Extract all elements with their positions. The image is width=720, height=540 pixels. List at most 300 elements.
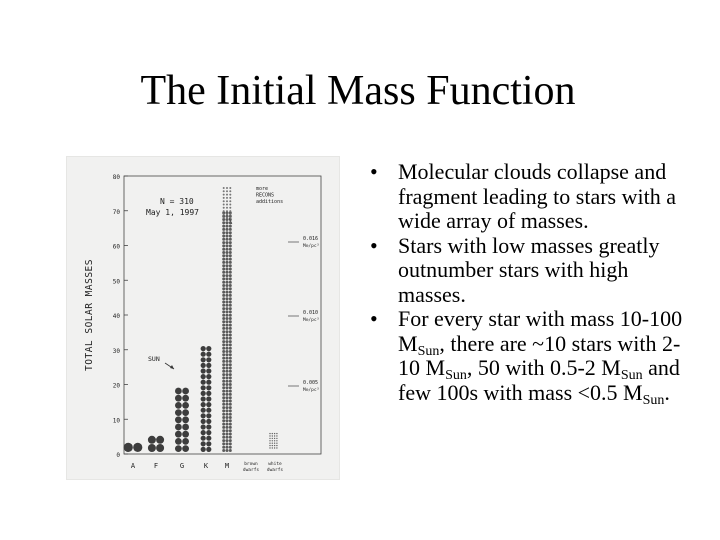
white-dwarf-dot — [274, 435, 275, 436]
star-dot-M — [226, 317, 229, 320]
star-dot-M — [222, 225, 225, 228]
star-dot-M — [226, 320, 229, 323]
star-dot-G — [175, 388, 182, 395]
star-dot-K — [206, 441, 211, 446]
date-label: May 1, 1997 — [146, 208, 199, 217]
star-dot-M — [222, 439, 225, 442]
star-dot-M — [226, 334, 229, 337]
star-dot-M — [229, 244, 232, 247]
star-dot-M — [226, 396, 229, 399]
white-dwarf-dot — [269, 435, 270, 436]
star-dot-G — [175, 438, 182, 445]
star-dot-M — [222, 396, 225, 399]
star-dot-M — [229, 367, 232, 370]
x-tick-label: G — [179, 462, 185, 470]
recons-dot — [226, 213, 228, 215]
star-dot-M — [226, 373, 229, 376]
star-dot-K — [206, 374, 211, 379]
star-dot-M — [229, 320, 232, 323]
recons-dot — [223, 194, 225, 196]
star-dot-F — [148, 436, 156, 444]
star-dot-M — [229, 347, 232, 350]
star-dot-M — [222, 409, 225, 412]
star-dot-A — [133, 443, 142, 452]
star-dot-M — [222, 442, 225, 445]
star-dot-M — [229, 254, 232, 257]
star-dot-M — [229, 416, 232, 419]
star-dot-M — [226, 446, 229, 449]
star-dot-M — [222, 350, 225, 353]
recons-dot — [229, 187, 231, 189]
recons-dot — [229, 210, 231, 212]
star-dot-M — [226, 360, 229, 363]
star-dot-M — [222, 446, 225, 449]
star-dot-G — [182, 395, 189, 402]
star-dot-M — [226, 400, 229, 403]
star-dot-M — [229, 396, 232, 399]
star-dot-M — [229, 446, 232, 449]
star-dot-M — [226, 409, 229, 412]
star-dot-G — [175, 395, 182, 402]
star-dot-M — [229, 419, 232, 422]
star-dot-M — [229, 373, 232, 376]
star-dot-K — [206, 447, 211, 452]
white-dwarf-dot — [272, 433, 273, 434]
star-dot-M — [229, 409, 232, 412]
star-dot-M — [229, 324, 232, 327]
recons-dot — [226, 187, 228, 189]
x-tick-label: M — [224, 462, 230, 470]
star-dot-M — [229, 426, 232, 429]
recons-dot — [226, 217, 228, 219]
recons-dot — [223, 190, 225, 192]
recons-dot — [229, 217, 231, 219]
star-dot-M — [229, 235, 232, 238]
star-dot-K — [201, 430, 206, 435]
star-dot-M — [229, 291, 232, 294]
star-dot-M — [226, 393, 229, 396]
star-dot-K — [201, 352, 206, 357]
star-dot-M — [226, 423, 229, 426]
star-dot-M — [229, 423, 232, 426]
star-dot-M — [222, 367, 225, 370]
star-dot-G — [182, 438, 189, 445]
star-dot-G — [182, 424, 189, 431]
star-dot-K — [206, 363, 211, 368]
more-label: RECONS — [256, 192, 275, 199]
star-dot-M — [226, 383, 229, 386]
star-dot-M — [229, 406, 232, 409]
bullet-list — [368, 159, 698, 408]
recons-dot — [223, 200, 225, 202]
white-dwarf-dot — [276, 443, 277, 444]
star-dot-M — [226, 433, 229, 436]
star-dot-M — [226, 307, 229, 310]
star-dot-M — [229, 231, 232, 234]
star-dot-M — [229, 393, 232, 396]
star-dot-M — [229, 310, 232, 313]
star-dot-M — [222, 277, 225, 280]
star-dot-M — [229, 284, 232, 287]
recons-dot — [229, 197, 231, 199]
star-dot-M — [222, 274, 225, 277]
star-dot-M — [229, 383, 232, 386]
star-dot-M — [226, 297, 229, 300]
white-dwarf-dot — [269, 433, 270, 434]
white-dwarf-dot — [272, 440, 273, 441]
star-dot-K — [201, 402, 206, 407]
star-dot-M — [229, 357, 232, 360]
star-dot-M — [222, 370, 225, 373]
star-dot-M — [226, 376, 229, 379]
star-dot-K — [201, 413, 206, 418]
recons-dot — [223, 210, 225, 212]
recons-dot — [226, 190, 228, 192]
star-dot-M — [226, 248, 229, 251]
star-dot-K — [201, 346, 206, 351]
star-dot-M — [226, 264, 229, 267]
side-label: 0.010 — [303, 310, 319, 316]
star-dot-M — [222, 436, 225, 439]
star-dot-G — [182, 409, 189, 416]
y-axis-label: TOTAL SOLAR MASSES — [84, 259, 95, 371]
star-dot-M — [229, 281, 232, 284]
star-dot-M — [222, 261, 225, 264]
star-dot-M — [226, 244, 229, 247]
x-tick-label: A — [130, 462, 136, 470]
star-dot-M — [226, 261, 229, 264]
star-dot-K — [206, 385, 211, 390]
white-dwarf-dot — [272, 443, 273, 444]
white-dwarf-dot — [269, 447, 270, 448]
y-tick-label: 20 — [112, 382, 120, 390]
white-dwarf-dot — [276, 433, 277, 434]
star-dot-M — [226, 221, 229, 224]
star-dot-M — [222, 433, 225, 436]
star-dot-M — [229, 271, 232, 274]
star-dot-M — [222, 264, 225, 267]
star-dot-M — [222, 241, 225, 244]
star-dot-M — [226, 442, 229, 445]
star-dot-M — [222, 393, 225, 396]
star-dot-K — [206, 391, 211, 396]
star-dot-M — [222, 386, 225, 389]
white-dwarf-dot — [269, 443, 270, 444]
star-dot-M — [229, 225, 232, 228]
star-dot-M — [222, 291, 225, 294]
y-tick-label: 0 — [116, 452, 120, 459]
star-dot-M — [229, 304, 232, 307]
star-dot-M — [222, 324, 225, 327]
recons-dot — [223, 207, 225, 209]
star-dot-M — [226, 258, 229, 261]
star-dot-M — [226, 419, 229, 422]
star-dot-M — [222, 244, 225, 247]
star-dot-G — [175, 431, 182, 438]
star-dot-M — [222, 353, 225, 356]
recons-dot — [226, 210, 228, 212]
recons-dot — [223, 213, 225, 215]
n-label: N = 310 — [160, 197, 194, 206]
star-dot-M — [222, 423, 225, 426]
bullet-item — [368, 160, 698, 234]
star-dot-M — [229, 370, 232, 373]
star-dot-F — [148, 444, 156, 452]
star-dot-M — [229, 429, 232, 432]
star-dot-K — [201, 357, 206, 362]
star-dot-M — [226, 231, 229, 234]
star-dot-M — [226, 291, 229, 294]
x-tick-label: K — [203, 462, 209, 470]
white-dwarf-dot — [269, 438, 270, 439]
star-dot-M — [226, 225, 229, 228]
star-dot-K — [206, 408, 211, 413]
star-dot-M — [226, 330, 229, 333]
star-dot-M — [222, 347, 225, 350]
imf-figure — [66, 156, 340, 480]
star-dot-M — [222, 251, 225, 254]
star-dot-M — [229, 228, 232, 231]
subscript: Sun — [445, 368, 467, 383]
bullet-text: , 50 with 0.5-2 M — [466, 355, 621, 380]
white-dwarf-dot — [272, 438, 273, 439]
star-dot-M — [222, 330, 225, 333]
star-dot-M — [229, 317, 232, 320]
subscript: Sun — [620, 368, 643, 383]
star-dot-M — [229, 248, 232, 251]
star-dot-M — [222, 284, 225, 287]
star-dot-K — [201, 396, 206, 401]
star-dot-M — [226, 301, 229, 304]
recons-dot — [223, 197, 225, 199]
star-dot-K — [206, 424, 211, 429]
star-dot-K — [201, 391, 206, 396]
star-dot-M — [229, 251, 232, 254]
star-dot-M — [226, 353, 229, 356]
white-dwarf-dot — [272, 447, 273, 448]
bullet-text: Molecular clouds collapse and fragment leading to stars with a wide array of masses. — [398, 159, 676, 233]
star-dot-M — [222, 406, 225, 409]
star-dot-M — [222, 376, 225, 379]
star-dot-M — [229, 297, 232, 300]
recons-dot — [226, 194, 228, 196]
star-dot-M — [226, 439, 229, 442]
star-dot-K — [206, 396, 211, 401]
star-dot-M — [229, 241, 232, 244]
star-dot-M — [226, 337, 229, 340]
star-dot-M — [222, 297, 225, 300]
star-dot-M — [226, 357, 229, 360]
star-dot-M — [229, 390, 232, 393]
star-dot-M — [229, 238, 232, 241]
star-dot-K — [206, 352, 211, 357]
star-dot-M — [222, 258, 225, 261]
star-dot-M — [226, 403, 229, 406]
star-dot-M — [229, 330, 232, 333]
star-dot-M — [229, 301, 232, 304]
side-label-unit: M⊙/pc³ — [303, 388, 320, 393]
star-dot-M — [229, 287, 232, 290]
recons-dot — [229, 204, 231, 206]
star-dot-M — [222, 301, 225, 304]
star-dot-K — [201, 419, 206, 424]
star-dot-M — [229, 436, 232, 439]
star-dot-M — [222, 429, 225, 432]
extra-label: dwarfs — [242, 468, 260, 473]
white-dwarf-dot — [272, 435, 273, 436]
recons-dot — [226, 197, 228, 199]
bullet-text: For every star with mass 10-100 M — [398, 306, 683, 356]
star-dot-M — [222, 373, 225, 376]
star-dot-K — [201, 380, 206, 385]
star-dot-M — [222, 235, 225, 238]
extra-label: white — [268, 462, 282, 467]
star-dot-M — [226, 235, 229, 238]
star-dot-M — [226, 347, 229, 350]
recons-dot — [229, 194, 231, 196]
star-dot-M — [226, 251, 229, 254]
star-dot-M — [226, 340, 229, 343]
white-dwarf-dot — [269, 440, 270, 441]
star-dot-M — [229, 353, 232, 356]
y-tick-label: 60 — [112, 243, 120, 251]
y-tick-label: 30 — [112, 347, 120, 355]
star-dot-M — [229, 294, 232, 297]
star-dot-F — [156, 444, 164, 452]
star-dot-M — [222, 317, 225, 320]
extra-label: dwarfs — [266, 468, 284, 473]
star-dot-M — [222, 400, 225, 403]
star-dot-M — [226, 238, 229, 241]
star-dot-M — [222, 294, 225, 297]
star-dot-M — [226, 429, 229, 432]
white-dwarf-dot — [276, 438, 277, 439]
recons-dot — [226, 200, 228, 202]
star-dot-K — [206, 402, 211, 407]
star-dot-M — [222, 419, 225, 422]
star-dot-M — [226, 241, 229, 244]
star-dot-M — [229, 350, 232, 353]
white-dwarf-dot — [274, 443, 275, 444]
recons-dot — [223, 187, 225, 189]
star-dot-K — [201, 441, 206, 446]
star-dot-M — [222, 416, 225, 419]
more-label: additions — [256, 199, 284, 205]
star-dot-K — [206, 357, 211, 362]
star-dot-A — [124, 443, 133, 452]
star-dot-M — [222, 231, 225, 234]
star-dot-M — [222, 390, 225, 393]
star-dot-M — [222, 337, 225, 340]
star-dot-M — [229, 363, 232, 366]
star-dot-M — [226, 343, 229, 346]
extra-label: brown — [244, 462, 258, 467]
y-tick-label: 10 — [112, 417, 120, 425]
star-dot-K — [201, 424, 206, 429]
star-dot-M — [226, 390, 229, 393]
star-dot-K — [201, 385, 206, 390]
imf-chart — [66, 156, 340, 480]
star-dot-M — [222, 254, 225, 257]
star-dot-M — [222, 426, 225, 429]
star-dot-M — [229, 314, 232, 317]
star-dot-K — [206, 419, 211, 424]
recons-dot — [223, 217, 225, 219]
recons-dot — [226, 204, 228, 206]
bullet-text: . — [664, 379, 670, 405]
star-dot-G — [182, 445, 189, 452]
side-label-unit: M⊙/pc³ — [303, 318, 320, 323]
star-dot-M — [222, 343, 225, 346]
recons-dot — [229, 207, 231, 209]
y-tick-label: 50 — [112, 278, 120, 286]
y-tick-label: 80 — [112, 174, 120, 181]
star-dot-M — [222, 238, 225, 241]
y-tick-label: 40 — [112, 313, 120, 320]
star-dot-M — [229, 442, 232, 445]
star-dot-M — [229, 307, 232, 310]
recons-dot — [229, 213, 231, 215]
star-dot-M — [229, 360, 232, 363]
star-dot-M — [226, 386, 229, 389]
star-dot-M — [229, 413, 232, 416]
star-dot-M — [229, 277, 232, 280]
star-dot-M — [226, 324, 229, 327]
star-dot-M — [229, 327, 232, 330]
white-dwarf-dot — [276, 447, 277, 448]
star-dot-M — [229, 334, 232, 337]
star-dot-M — [226, 287, 229, 290]
star-dot-M — [226, 367, 229, 370]
star-dot-G — [182, 431, 189, 438]
star-dot-K — [206, 346, 211, 351]
side-label: 0.016 — [303, 236, 319, 242]
star-dot-K — [201, 408, 206, 413]
star-dot-M — [226, 413, 229, 416]
star-dot-K — [206, 430, 211, 435]
star-dot-M — [226, 310, 229, 313]
star-dot-M — [226, 228, 229, 231]
star-dot-K — [206, 413, 211, 418]
star-dot-M — [229, 268, 232, 271]
slide-title: The Initial Mass Function — [140, 68, 576, 114]
star-dot-M — [226, 416, 229, 419]
star-dot-M — [229, 403, 232, 406]
star-dot-M — [226, 363, 229, 366]
star-dot-M — [222, 287, 225, 290]
star-dot-M — [226, 268, 229, 271]
star-dot-M — [226, 406, 229, 409]
star-dot-M — [222, 413, 225, 416]
star-dot-K — [201, 368, 206, 373]
star-dot-M — [229, 274, 232, 277]
star-dot-M — [229, 337, 232, 340]
subscript: Sun — [417, 343, 440, 359]
bullet-text: , there are ~10 stars with 2-10 M — [398, 330, 681, 380]
white-dwarf-dot — [272, 445, 273, 446]
recons-dot — [229, 200, 231, 202]
star-dot-M — [222, 449, 225, 452]
star-dot-M — [222, 304, 225, 307]
star-dot-G — [175, 424, 182, 431]
star-dot-M — [222, 327, 225, 330]
white-dwarf-dot — [276, 440, 277, 441]
side-label: 0.005 — [303, 380, 319, 386]
bullet-item — [368, 306, 698, 408]
star-dot-M — [222, 314, 225, 317]
white-dwarf-dot — [276, 445, 277, 446]
star-dot-M — [229, 380, 232, 383]
